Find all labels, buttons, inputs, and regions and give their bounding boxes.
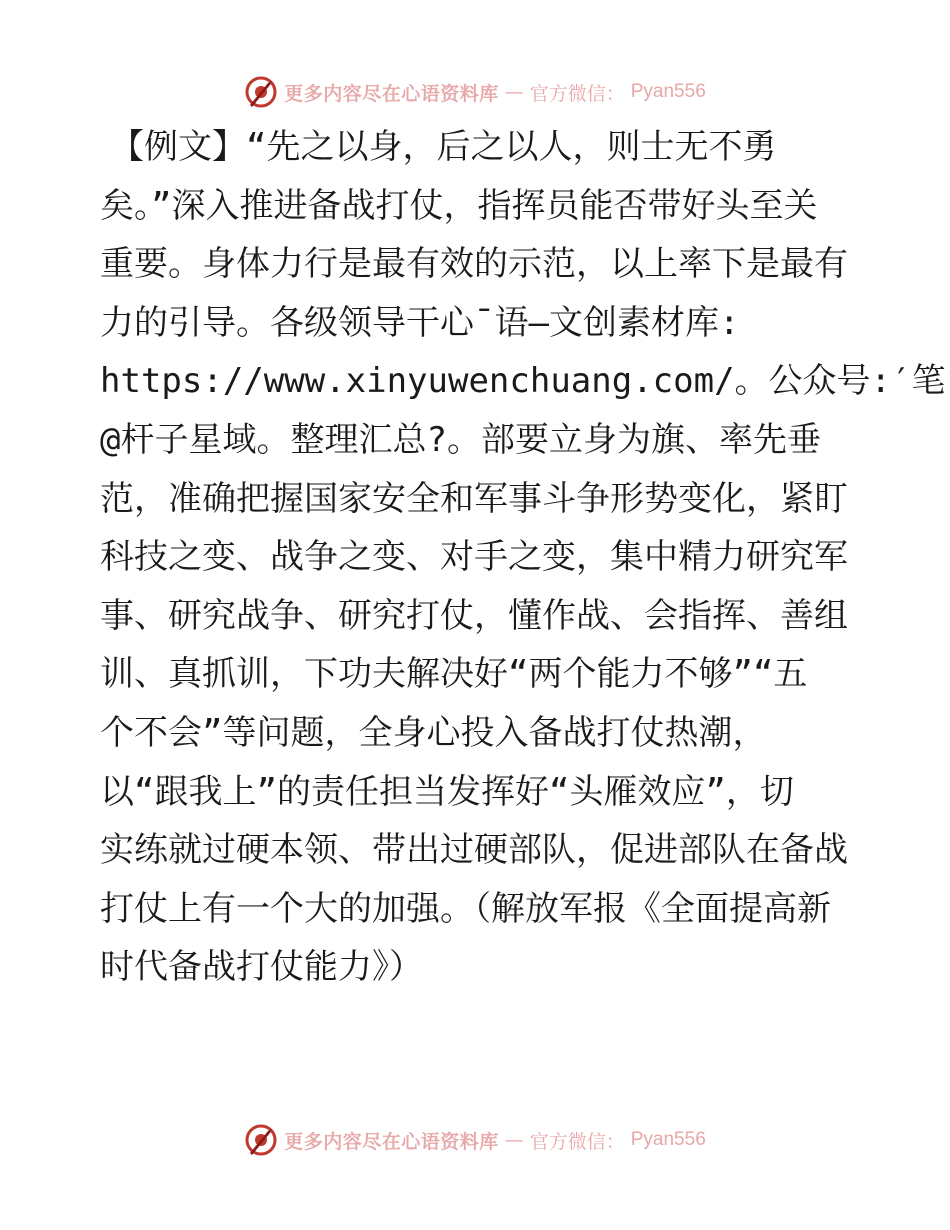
body-line: 事、研究战争、研究打仗，懂作战、会指挥、善组 — [100, 595, 848, 636]
body-line: https://www.xinyuwenchuang.com/。公众号:′笔 — [100, 361, 946, 402]
body-line: 打仗上有一个大的加强。（解放军报《全面提高新 — [100, 888, 831, 929]
footer-watermark — [0, 1120, 950, 1160]
body-line: 重要。身体力行是最有效的示范，以上率下是最有 — [100, 244, 848, 285]
watermark-wechat-id: Pyan556 — [630, 81, 706, 102]
body-line: 个不会”等问题，全身心投入备战打仗热潮， — [100, 712, 767, 753]
document-body — [100, 118, 946, 997]
body-line: 力的引导。各级领导干心¯语—文创素材库: — [100, 302, 740, 343]
watermark-brand: 更多内容尽在心语资料库 — [284, 1130, 499, 1153]
header-watermark — [0, 72, 950, 112]
watermark-dash: — — [504, 1129, 524, 1151]
body-line: 【例文】“先之以身，后之以人，则士无不勇 — [110, 127, 777, 167]
body-line: 实练就过硬本领、带出过硬部队，促进部队在备战 — [100, 830, 848, 871]
body-line: 训、真抓训，下功夫解决好“两个能力不够”“五 — [100, 654, 808, 695]
watermark-brand: 更多内容尽在心语资料库 — [284, 82, 499, 105]
watermark-wechat-label: 官方微信： — [529, 1130, 625, 1153]
feather-pen-logo-icon — [244, 75, 278, 109]
watermark-dash: — — [504, 81, 524, 103]
feather-pen-logo-icon — [244, 1123, 278, 1157]
watermark-wechat-id: Pyan556 — [630, 1129, 706, 1150]
body-line: 以“跟我上”的责任担当发挥好“头雁效应”，切 — [100, 771, 794, 812]
body-line: 范，准确把握国家安全和军事斗争形势变化，紧盯 — [100, 478, 848, 519]
body-line: 时代备战打仗能力》） — [100, 947, 423, 988]
body-line: @杆子星域。整理汇总?。部要立身为旗、率先垂 — [100, 419, 821, 460]
watermark-wechat-label: 官方微信： — [529, 82, 625, 105]
body-line: 矣。”深入推进备战打仗，指挥员能否带好头至关 — [100, 185, 818, 226]
body-line: 科技之变、战争之变、对手之变，集中精力研究军 — [100, 537, 848, 578]
